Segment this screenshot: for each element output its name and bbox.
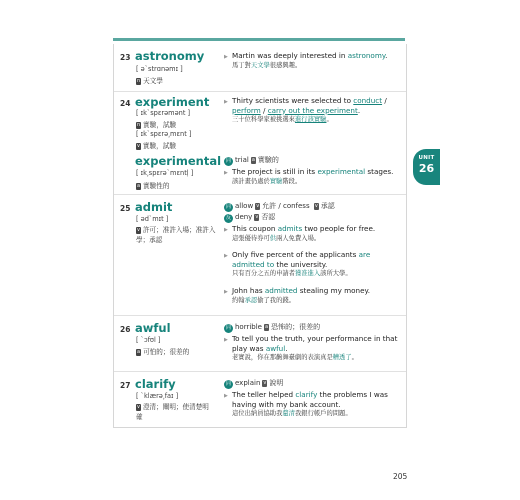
example-zh: 三十位科學家被挑選來進行該實驗。 [232, 116, 333, 124]
header-rule [113, 38, 405, 41]
example-zh: 該計畫仍處於實驗階段。 [232, 177, 302, 185]
entry-number: 27 [120, 381, 131, 390]
example-en: To tell you the truth, your performance in that play was awful. [232, 334, 398, 353]
example [224, 334, 402, 362]
page-number: 205 [393, 472, 408, 481]
headword: experiment [135, 95, 210, 109]
entry-astronomy [114, 44, 406, 91]
synonym-line: 同 allow v 允許 / confess v 承認 [225, 202, 335, 210]
meaning: 天文學 [143, 77, 163, 85]
headword: admit [135, 200, 173, 214]
bullet-triangle-icon: ▶ [224, 337, 228, 343]
example-zh: 這張優待券可供兩人免費入場。 [232, 234, 321, 242]
bullet-triangle-icon: ▶ [224, 99, 228, 105]
phonetic: [ əˋstrɑnəmɪ ] [136, 65, 183, 73]
definition: n 實驗，試驗 [137, 121, 177, 129]
definition [136, 75, 163, 85]
entry-number: 24 [120, 99, 131, 108]
synonym-badge: 同 [225, 381, 231, 387]
entry-number: 23 [120, 53, 131, 62]
example-zh: 馬丁對天文學很感興趣。 [232, 61, 302, 69]
entry-clarify [114, 371, 406, 427]
phonetic-verb: [ ɪkˋspɛrə͵mɛnt ] [136, 130, 192, 138]
example-en: The teller helped clarify the problems I was having with my bank account. [232, 390, 388, 409]
example-en: The project is still in its experimental stages. [232, 167, 394, 176]
bullet-triangle-icon: ▶ [224, 170, 228, 176]
definition: a 實驗性的 [137, 182, 170, 190]
bullet-triangle-icon: ▶ [224, 227, 228, 233]
example [224, 224, 402, 243]
phonetic: [ ədˋmɪt ] [136, 215, 169, 223]
synonym-line: 同 explain v 說明 [225, 379, 284, 387]
example [224, 167, 402, 186]
bullet-triangle-icon: ▶ [224, 393, 228, 399]
bullet-triangle-icon: ▶ [224, 289, 228, 295]
synonym-badge: 同 [225, 158, 231, 164]
example [224, 51, 402, 70]
definition-verb: v 實驗，試驗 [137, 142, 176, 150]
entry-number: 26 [120, 325, 131, 334]
example [224, 96, 402, 124]
example [224, 390, 402, 418]
synonym-badge: 同 [225, 325, 231, 331]
entry-admit [114, 194, 406, 315]
example-zh: 這位出納員協助我釐清我銀行帳戶的問題。 [232, 410, 352, 418]
antonym-badge: 反 [225, 215, 231, 221]
bullet-triangle-icon: ▶ [224, 54, 228, 60]
definition: v 澄清；闡明；使清楚明確 [136, 403, 209, 421]
example-en: Only five percent of the applicants are admitted to the university. [232, 250, 371, 269]
example-en: Thirty scientists were selected to conduct / perform / carry out the experiment. [232, 96, 387, 115]
phonetic: [ ˋɔfʊl ] [136, 336, 161, 344]
headword-derived: experimental [135, 154, 222, 168]
example [224, 286, 402, 305]
synonym-line: 同 horrible a 恐怖的；很差的 [225, 323, 321, 331]
vocab-table [113, 44, 407, 428]
definition: v 許可；准許入場；准許入學；承認 [136, 226, 216, 244]
bullet-triangle-icon: ▶ [224, 253, 228, 259]
entry-awful [114, 315, 406, 371]
example-zh: 老實說，你在那齣舞臺劇的表演真是糟透了。 [232, 354, 358, 362]
unit-label: UNIT [418, 155, 435, 161]
headword: awful [135, 321, 171, 335]
example [224, 250, 402, 278]
unit-number: 26 [418, 162, 435, 175]
unit-tab [413, 149, 440, 185]
example-zh: 只有百分之五的申請者獲准進入該所大學。 [232, 270, 352, 278]
synonym-badge: 同 [225, 204, 231, 210]
antonym-line: 反 deny v 否認 [225, 213, 276, 221]
pos-tag: n [137, 78, 141, 84]
example-zh: 約翰承認偷了我的錢。 [232, 296, 295, 304]
definition: a 可怕的；很差的 [137, 348, 190, 356]
entry-experiment [114, 91, 406, 194]
phonetic: [ ˋklærə͵faɪ ] [136, 392, 179, 400]
headword: clarify [135, 377, 176, 391]
phonetic: [ ɪk͵spɛrəˋmɛntl̩ ] [136, 169, 194, 177]
headword: astronomy [135, 49, 205, 63]
entry-number: 25 [120, 204, 131, 213]
example-en: Martin was deeply interested in astronomy. [232, 51, 388, 60]
example-en: John has admitted stealing my money. [232, 286, 370, 295]
synonym-line: 同 trial a 實驗的 [225, 156, 279, 164]
example-en: This coupon admits two people for free. [232, 224, 376, 233]
phonetic: [ ɪkˋspɛrəmənt ] [136, 109, 191, 117]
